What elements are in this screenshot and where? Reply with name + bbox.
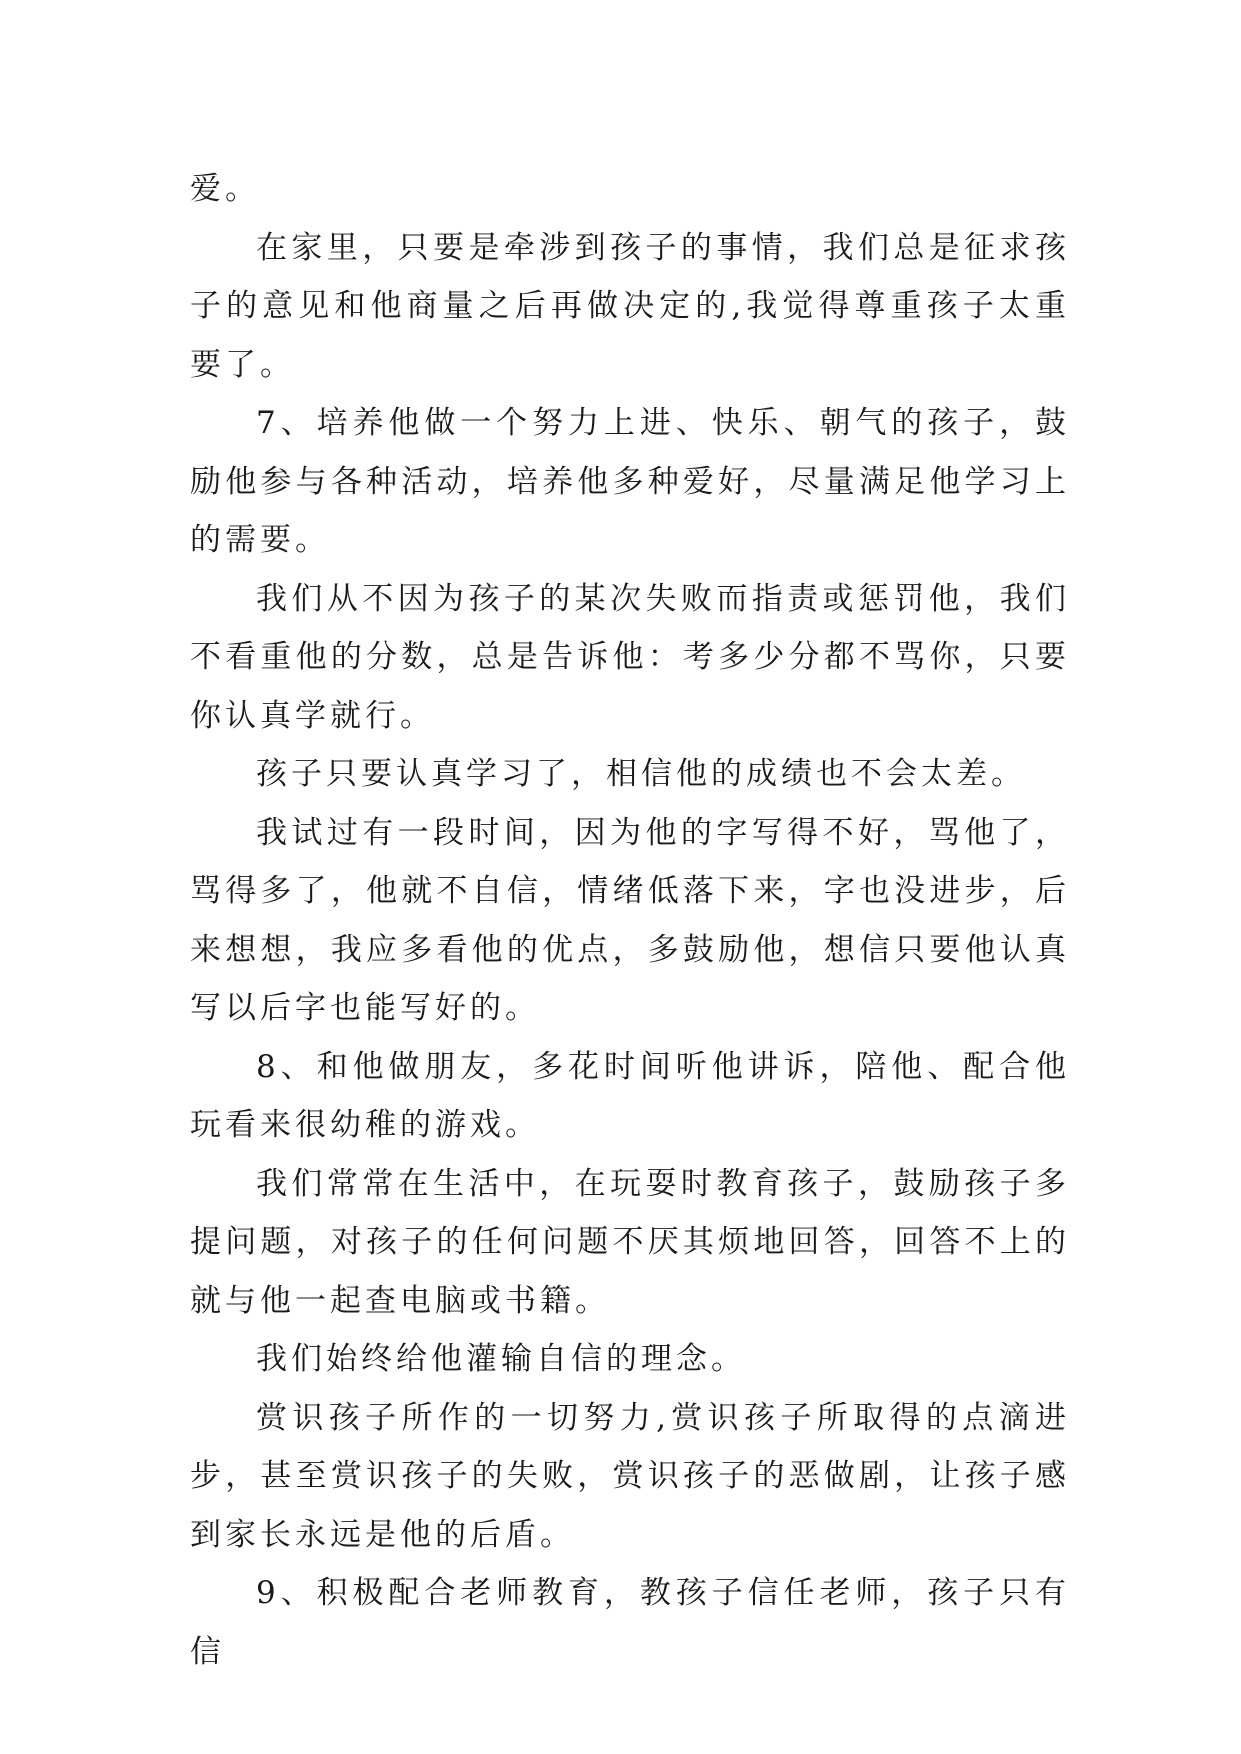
document-body [190,160,1070,1681]
paragraph: 爱。 [190,171,260,207]
paragraph: 我们从不因为孩子的某次失败而指责或惩罚他，我们不看重他的分数，总是告诉他：考多少分都不骂你，只要你认真学就行。 [190,580,1070,734]
paragraph: 8、和他做朋友，多花时间听他讲诉，陪他、配合他玩看来很幼稚的游戏。 [190,1048,1070,1143]
paragraph: 7、培养他做一个努力上进、快乐、朝气的孩子，鼓励他参与各种活动，培养他多种爱好，尽量满足他学习上的需要。 [190,405,1070,558]
paragraph: 赏识孩子所作的一切努力,赏识孩子所取得的点滴进步，甚至赏识孩子的失败，赏识孩子的恶做剧，让孩子感到家长永远是他的后盾。 [190,1399,1070,1553]
paragraph: 我们常常在生活中，在玩耍时教育孩子，鼓励孩子多提问题，对孩子的任何问题不厌其烦地回答，回答不上的就与他一起查电脑或书籍。 [190,1165,1070,1319]
paragraph: 在家里，只要是牵涉到孩子的事情，我们总是征求孩子的意见和他商量之后再做决定的,我觉得尊重孩子太重要了。 [190,229,1070,383]
paragraph: 我们始终给他灌输自信的理念。 [256,1341,746,1377]
paragraph: 孩子只要认真学习了，相信他的成绩也不会太差。 [256,756,1026,792]
paragraph: 9、积极配合老师教育，教孩子信任老师，孩子只有信 [190,1575,1070,1670]
paragraph: 我试过有一段时间，因为他的字写得不好，骂他了，骂得多了，他就不自信，情绪低落下来，字也没进步，后来想想，我应多看他的优点，多鼓励他，想信只要他认真写以后字也能写好的。 [190,814,1070,1026]
